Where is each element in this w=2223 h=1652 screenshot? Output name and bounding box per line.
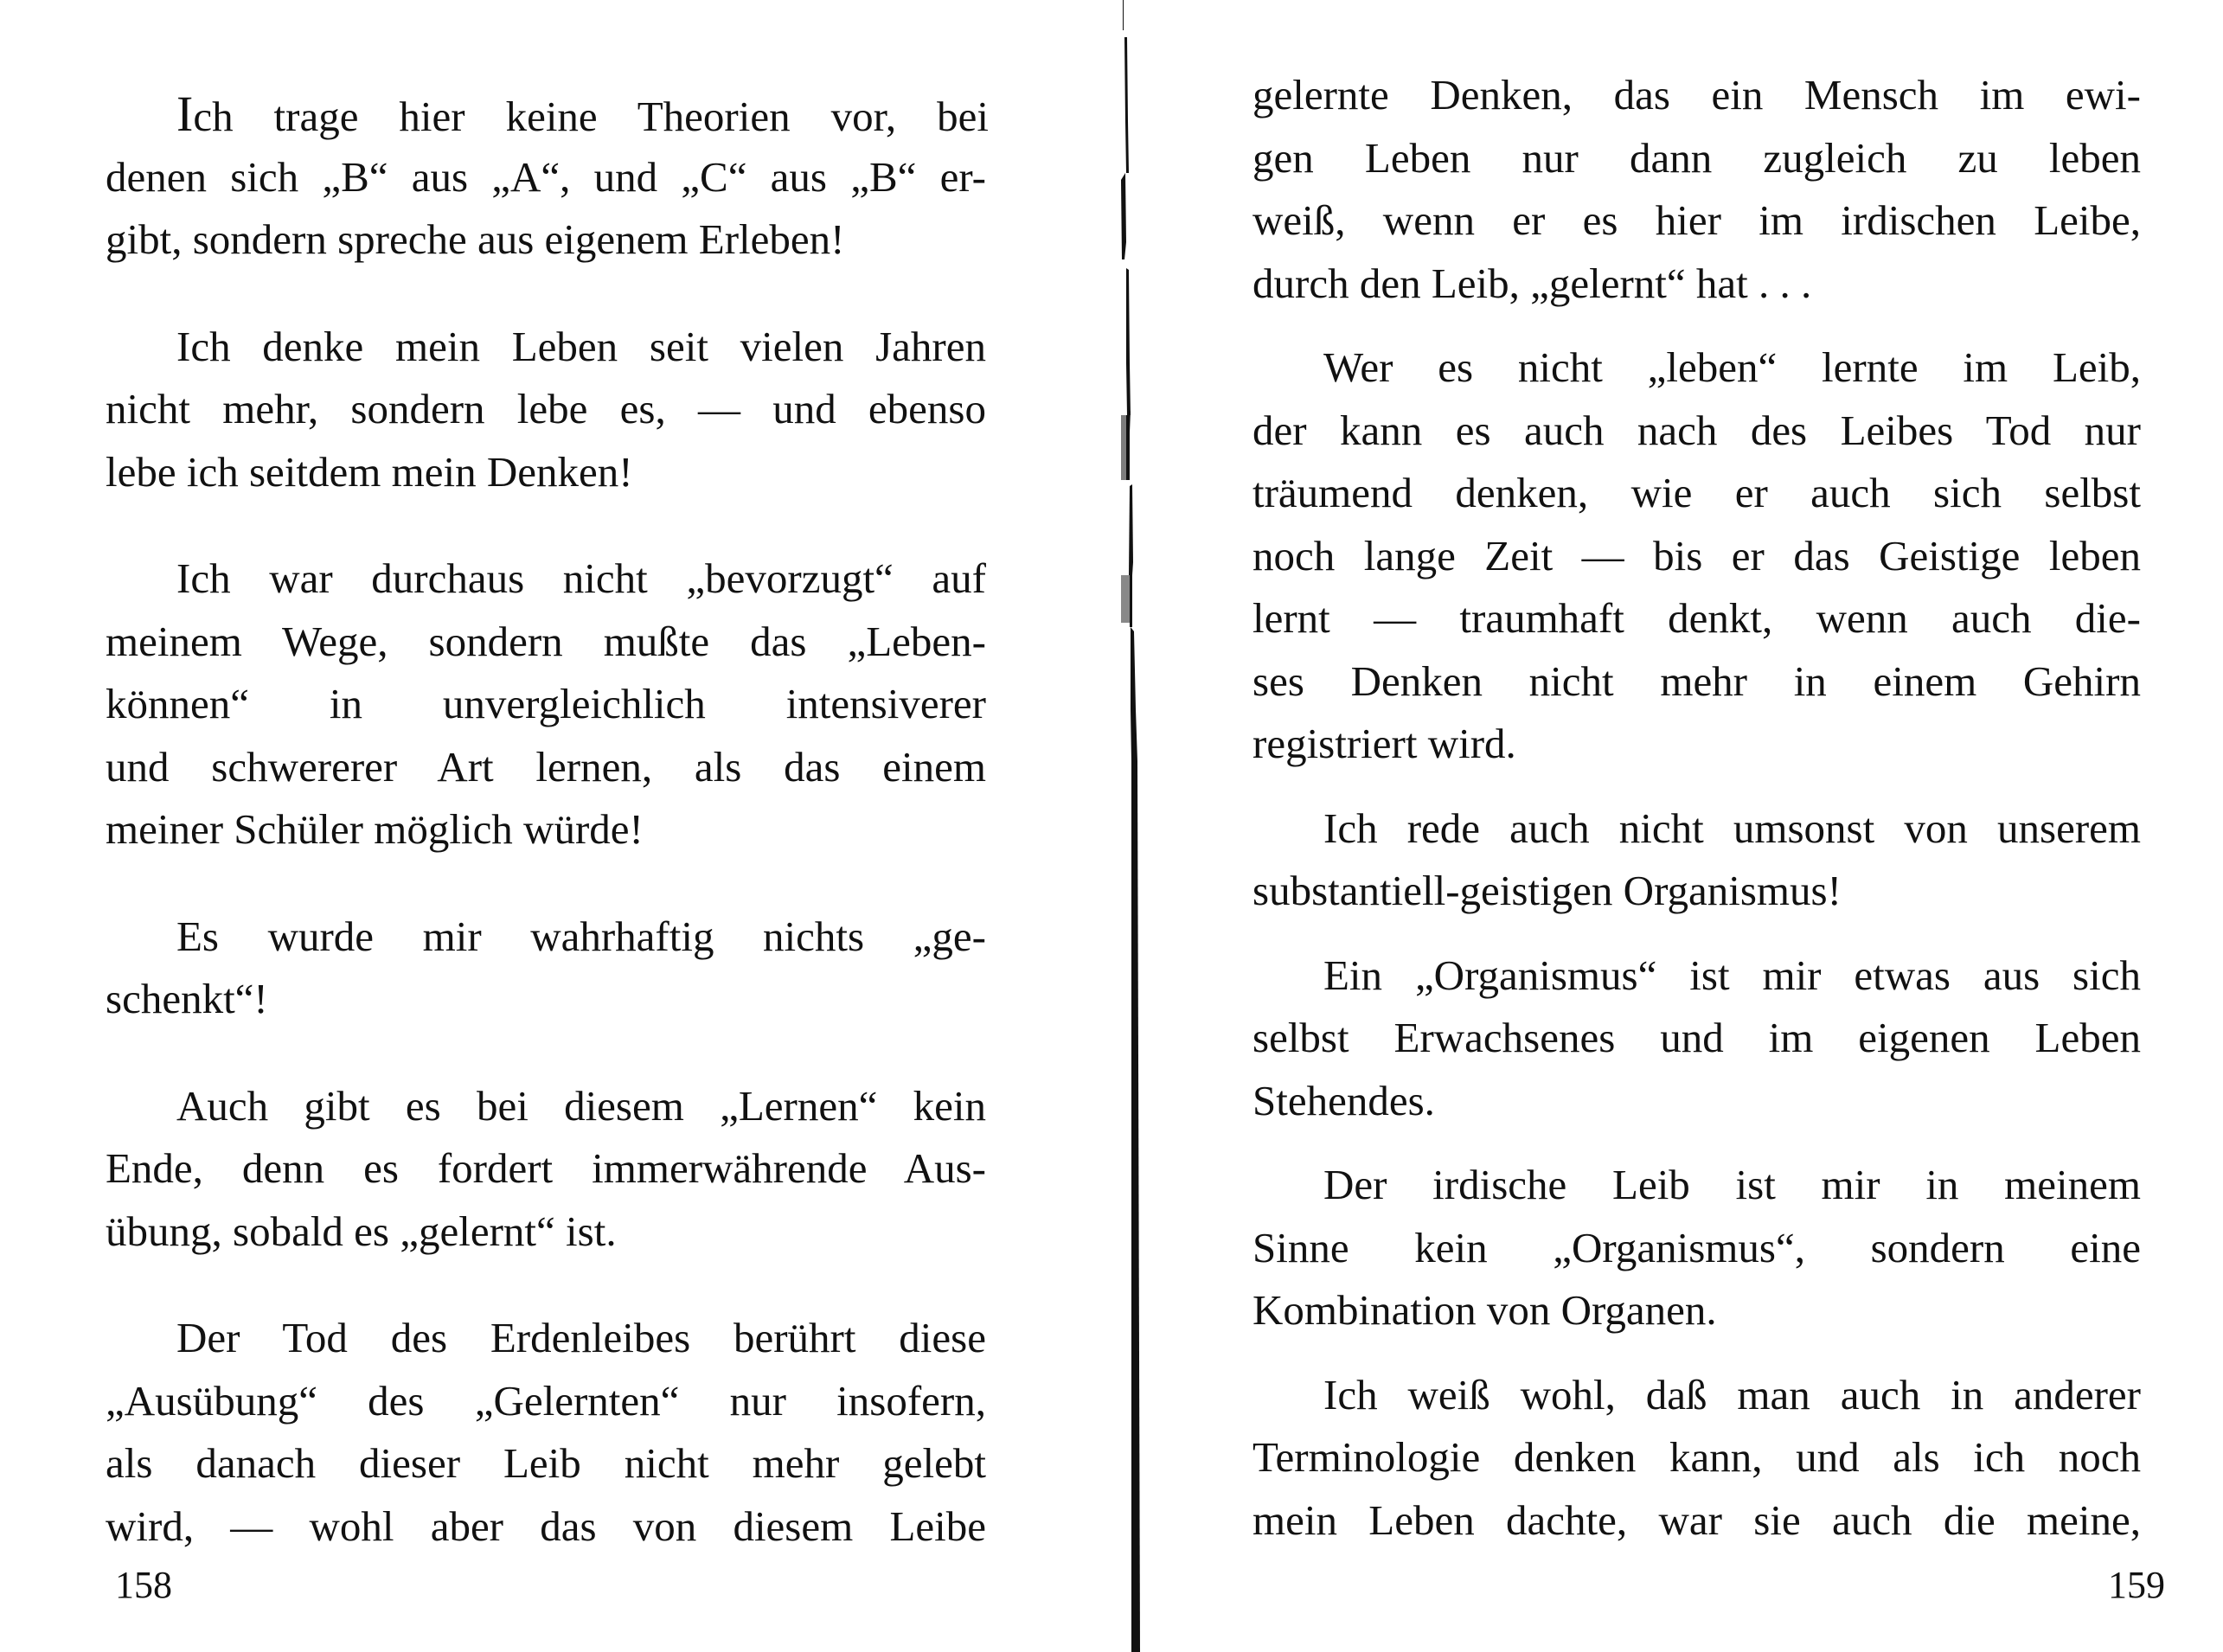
gutter-line-segment: [1131, 627, 1137, 761]
text-line: gen Leben nur dann zugleich zu leben: [1252, 133, 2141, 182]
paragraph: [1252, 797, 2141, 923]
text-line: lebe ich seitdem mein Denken!: [106, 447, 633, 496]
paragraph: [106, 1307, 986, 1558]
text-line: und schwererer Art lernen, als das einem: [106, 742, 986, 791]
text-line: Ich weiß wohl, daß man auch in anderer: [1323, 1370, 2141, 1418]
text-line: Es wurde mir wahrhaftig nichts „ge-: [176, 912, 986, 960]
text-line: gelernte Denken, das ein Mensch im ewi-: [1252, 71, 2141, 118]
text-line: können“ in unvergleichlich intensiverer: [106, 680, 986, 727]
right-page: [1150, 0, 2223, 1652]
text-line: Stehendes.: [1252, 1076, 1435, 1124]
gutter-smudge: [1121, 575, 1130, 623]
text-line: substantiell-geistigen Organismus!: [1252, 867, 1842, 914]
paragraph: [106, 906, 986, 1031]
gutter-line-segment: [1126, 268, 1131, 415]
text-line: gibt, sondern spreche aus eigenem Erleben!: [106, 215, 845, 263]
text-line: Wer es nicht „leben“ lernte im Leib,: [1323, 343, 2141, 391]
text-line: mein Leben dachte, war sie auch die meine,: [1252, 1495, 2141, 1544]
text-line: Terminologie denken kann, und als ich noch: [1252, 1433, 2141, 1481]
text-line: Sinne kein „Organismus“, sondern eine: [1252, 1223, 2141, 1271]
initial-capital: I: [176, 86, 194, 142]
text-line: schenkt“!: [106, 975, 268, 1022]
text-line: Ich rede auch nicht umsonst von unserem: [1323, 804, 2141, 852]
text-line: Der irdische Leib ist mir in meinem: [1323, 1161, 2141, 1208]
text-line: meinem Wege, sondern mußte das „Leben-: [106, 617, 986, 665]
text-line: denen sich „B“ aus „A“, und „C“ aus „B“ er-: [106, 152, 986, 201]
text-line: durch den Leib, „gelernt“ hat . . .: [1252, 259, 1812, 307]
text-line: Der Tod des Erdenleibes berührt diese: [176, 1314, 986, 1361]
text-line: der kann es auch nach des Leibes Tod nur: [1252, 406, 2141, 454]
right-page-text: [1252, 64, 2141, 1552]
text-line: selbst Erwachsenes und im eigenen Leben: [1252, 1014, 2141, 1061]
gutter-line-top: [1123, 0, 1124, 30]
paragraph: [106, 83, 990, 272]
text-line: Ich war durchaus nicht „bevorzugt“ auf: [176, 554, 986, 602]
text-line: Ich denke mein Leben seit vielen Jahren: [176, 322, 986, 370]
text-line: Ende, denn es fordert immerwährende Aus-: [106, 1144, 986, 1192]
text-line: [106, 83, 990, 146]
paragraph: [1252, 336, 2141, 776]
text-line: noch lange Zeit — bis er das Geistige leben: [1252, 531, 2141, 579]
text-line: nicht mehr, sondern lebe es, — und ebenso: [106, 385, 986, 432]
text-line: träumend denken, wie er auch sich selbst: [1252, 469, 2141, 516]
text-line: Auch gibt es bei diesem „Lernen“ kein: [176, 1081, 986, 1130]
text-line: weiß, wenn er es hier im irdischen Leibe,: [1252, 196, 2141, 244]
text-line: meiner Schüler möglich würde!: [106, 805, 644, 853]
text-line: „Ausübung“ des „Gelernten“ nur insofern,: [106, 1376, 986, 1425]
paragraph: [106, 1075, 986, 1264]
text-line: Kombination von Organen.: [1252, 1286, 1717, 1334]
text-line: Ein „Organismus“ ist mir etwas aus sich: [1323, 951, 2141, 999]
text-line: ses Denken nicht mehr in einem Gehirn: [1252, 656, 2141, 705]
gutter-line-segment: [1121, 173, 1126, 259]
paragraph: [1252, 1154, 2141, 1342]
left-page-text: [106, 83, 990, 1558]
gutter-smudge: [1121, 415, 1126, 480]
paragraph: [106, 547, 986, 861]
gutter-line-segment: [1124, 37, 1129, 173]
text-line: registriert wird.: [1252, 720, 1516, 767]
text-line: übung, sobald es „gelernt“ ist.: [106, 1207, 617, 1255]
paragraph: [1252, 944, 2141, 1133]
text-line: als danach dieser Leib nicht mehr gelebt: [106, 1439, 986, 1487]
gutter-line-segment: [1131, 761, 1140, 1652]
paragraph: [1252, 1364, 2141, 1553]
page-number: 159: [2108, 1564, 2165, 1606]
page-number: 158: [115, 1564, 172, 1606]
gutter-line-segment: [1130, 575, 1132, 627]
text-line-content: ch trage hier keine Theorien vor, bei: [193, 93, 990, 140]
gutter-line-segment: [1126, 415, 1130, 480]
text-line: wird, — wohl aber das von diesem Leibe: [106, 1502, 986, 1550]
gutter-line-segment: [1129, 484, 1133, 575]
text-line: lernt — traumhaft denkt, wenn auch die-: [1252, 594, 2141, 642]
paragraph: [106, 316, 986, 504]
paragraph-continuation: [1252, 64, 2141, 315]
